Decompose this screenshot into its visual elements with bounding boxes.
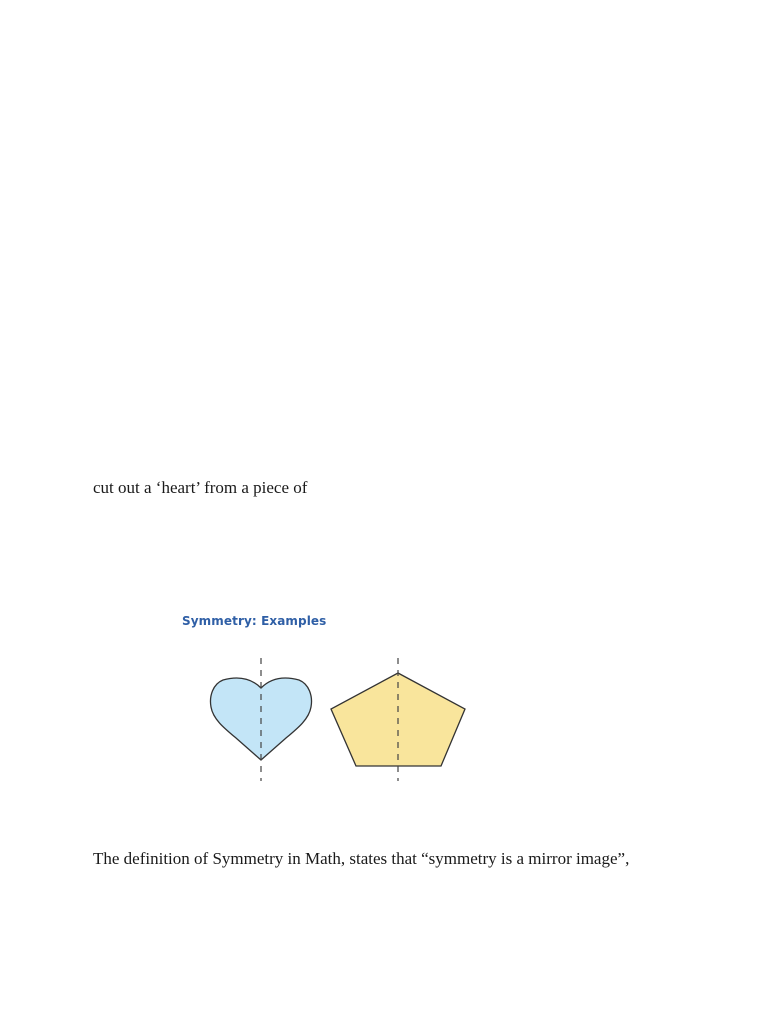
symmetry-illustration (176, 606, 496, 786)
body-text-heart-line: cut out a ‘heart’ from a piece of (93, 478, 308, 497)
body-text-definition-line: The definition of Symmetry in Math, states that “symmetry is a mirror image”, (93, 849, 630, 868)
figure-title: Symmetry: Examples (182, 614, 327, 628)
symmetry-examples-figure (176, 606, 496, 786)
